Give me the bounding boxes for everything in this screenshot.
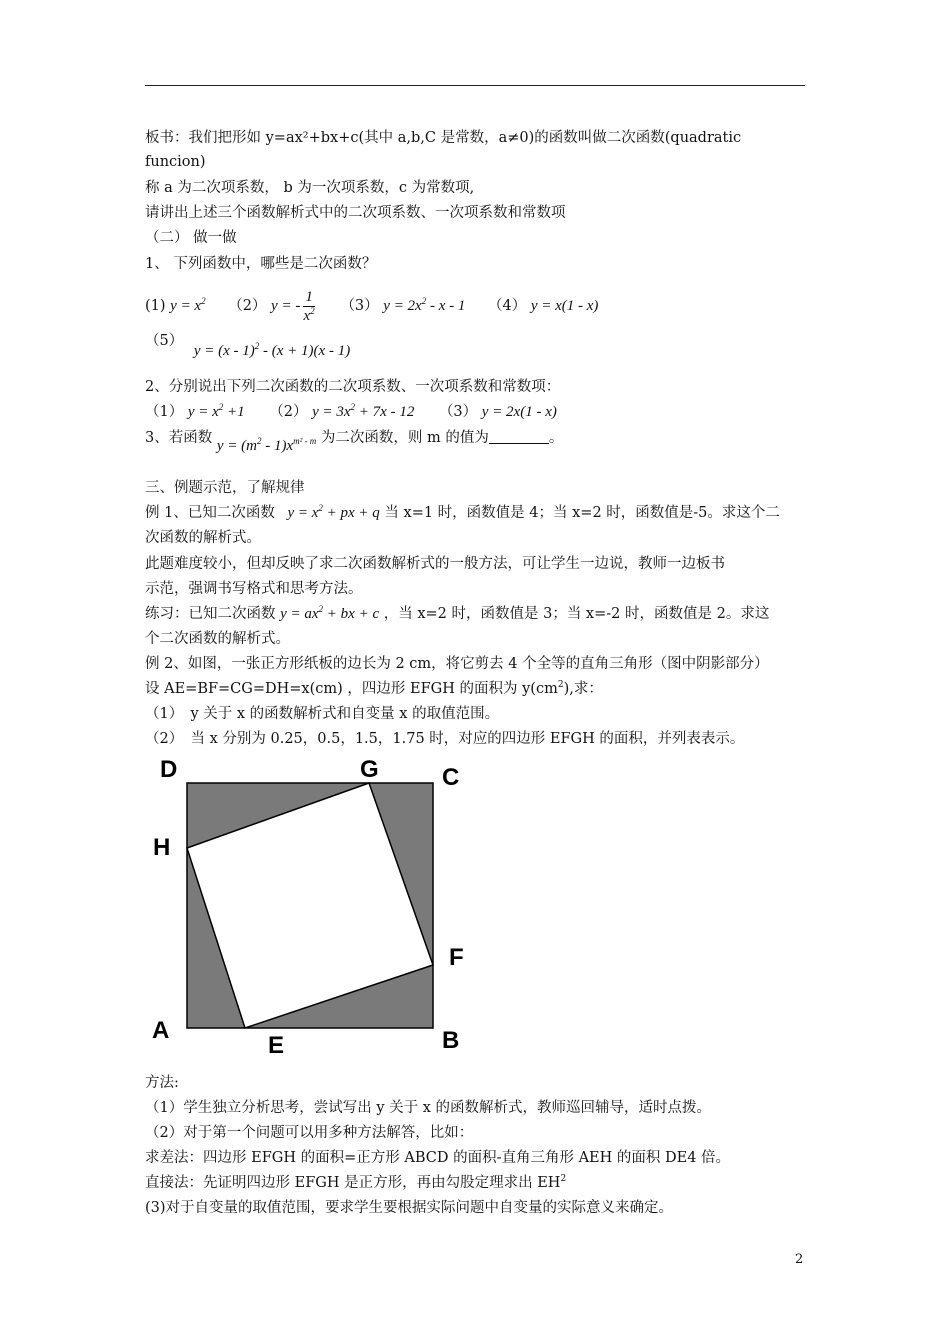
prac-f-exp: 2 <box>318 604 324 614</box>
f1-text: y = x <box>170 297 202 314</box>
q2a-pre: y = x <box>187 404 219 420</box>
f3-pre: y = 2x <box>383 297 422 314</box>
ex1-pre: 例 1、已知二次函数 <box>145 505 275 521</box>
note-line-1: 此题难度较小，但却反映了求二次函数解析式的一般方法，可让学生一边说，教师一边板书 <box>145 556 725 572</box>
f1-formula <box>170 295 206 314</box>
ex2-l2-pre: 设 AE=BF=CG=DH=x(cm) ，四边形 EFGH 的面积为 y(cm <box>145 681 558 697</box>
method-4 <box>145 1173 566 1193</box>
f5-post: - (x + 1)(x - 1) <box>259 343 351 359</box>
method-1: （1）学生独立分析思考，尝试写出 y 关于 x 的函数解析式，教师巡回辅导，适时点拨。 <box>145 1100 712 1116</box>
answer-blank[interactable] <box>489 429 549 444</box>
ex2-l2-sup: 2 <box>557 680 564 690</box>
label-d: D <box>160 756 178 783</box>
method-heading: 方法: <box>145 1075 179 1091</box>
prac-formula <box>280 606 379 622</box>
ex1-f-pre: y = x <box>287 505 319 521</box>
ex1-post: 当 x=1 时，函数值是 4；当 x=2 时，函数值是-5。求这个二 <box>384 505 780 521</box>
please-line: 请讲出上述三个函数解析式中的二次项系数、一次项系数和常数项 <box>145 205 566 221</box>
q2c-formula: y = 2x(1 - x) <box>481 404 557 420</box>
square-figure-svg <box>145 750 485 1065</box>
label-c: C <box>442 764 460 791</box>
square-figure <box>145 750 485 1065</box>
f3-formula <box>383 295 466 314</box>
f3-post: - x - 1 <box>426 297 466 314</box>
q2b-formula <box>312 404 414 420</box>
coef-line: 称 a 为二次项系数， b 为一次项系数，c 为常数项, <box>145 180 475 196</box>
q3-f-mid: - 1)x <box>261 438 294 454</box>
label-e: E <box>268 1032 285 1059</box>
f5-exp: 2 <box>254 341 260 351</box>
m4-pre: 直接法：先证明四边形 EFGH 是正方形，再由勾股定理求出 EH <box>145 1175 561 1191</box>
q2c-label: （3） <box>438 404 478 420</box>
page-number: 2 <box>795 1252 804 1267</box>
f2-formula <box>271 289 318 324</box>
m4-sup: 2 <box>560 1174 567 1184</box>
method-3: 求差法：四边形 EFGH 的面积=正方形 ABCD 的面积-直角三角形 AEH 的面积 DE4 倍。 <box>145 1150 731 1166</box>
f1-label: (1) <box>145 297 166 314</box>
label-h: H <box>153 834 171 861</box>
q2-functions-row <box>145 402 557 422</box>
f2-pre: y = - <box>271 297 301 314</box>
prac-pre: 练习：已知二次函数 <box>145 606 276 622</box>
example-1-line-1 <box>145 503 780 523</box>
q3-end: 。 <box>548 430 564 446</box>
note-line-2: 示范，强调书写格式和思考方法。 <box>145 581 363 597</box>
q2b-pre: y = 3x <box>312 404 351 420</box>
practice-line-1 <box>145 604 769 624</box>
section-3-heading: 三、例题示范，了解规律 <box>145 480 305 496</box>
q2a-post: +1 <box>223 404 245 420</box>
board-line-1: 板书：我们把形如 y=ax²+bx+c(其中 a,b,C 是常数，a≠0)的函数叫做二次函数(quadratic <box>145 130 742 146</box>
example-1-line-2: 次函数的解析式。 <box>145 530 261 546</box>
prac-f-post: + bx + c <box>323 606 380 622</box>
q2a-exp: 2 <box>218 402 224 412</box>
q1-function-5-row <box>145 331 351 359</box>
q2b-exp: 2 <box>350 402 356 412</box>
header-rule <box>145 85 805 86</box>
f2-fraction <box>303 288 315 325</box>
q3-f-exp: m² - m <box>293 436 317 446</box>
label-a: A <box>152 1017 170 1044</box>
q3-pre: 3、若函数 <box>145 430 213 446</box>
q3-post: 为二次函数，则 m 的值为 <box>320 430 489 446</box>
f2-denominator: x <box>303 308 311 324</box>
f4-formula: y = x(1 - x) <box>530 297 599 314</box>
question-3 <box>145 428 564 454</box>
q2a-formula <box>188 404 245 420</box>
label-g: G <box>360 756 379 783</box>
f5-formula <box>194 343 350 359</box>
example-2-line-1: 例 2、如图，一张正方形纸板的边长为 2 cm，将它剪去 4 个全等的直角三角形（图中阴影部分） <box>145 656 769 672</box>
prac-f-pre: y = ax <box>280 606 319 622</box>
ex1-formula <box>287 505 379 521</box>
method-5: (3)对于自变量的取值范围，要求学生要根据实际问题中自变量的实际意义来确定。 <box>145 1200 674 1216</box>
example-2-question-1: （1） y 关于 x 的函数解析式和自变量 x 的取值范围。 <box>145 706 500 722</box>
f3-label: （3） <box>340 297 379 314</box>
f2-exp: 2 <box>310 306 315 316</box>
f5-pre: y = (x - 1) <box>193 343 255 359</box>
question-1: 1、 下列函数中，哪些是二次函数？ <box>145 256 377 272</box>
q3-f-sq: 2 <box>256 436 262 446</box>
example-2-question-2: （2） 当 x 分别为 0.25，0.5，1.5，1.75 时，对应的四边形 EFGH 的面积，并列表表示。 <box>145 731 745 747</box>
practice-line-2: 个二次函数的解析式。 <box>145 631 290 647</box>
f1-exp: 2 <box>201 295 206 306</box>
f2-label: （2） <box>228 297 267 314</box>
f5-label: （5） <box>145 333 184 349</box>
q2b-label: （2） <box>269 404 308 420</box>
example-2-line-2 <box>145 679 603 699</box>
method-2: （2）对于第一个问题可以用多种方法解答，比如： <box>145 1125 474 1141</box>
board-line-2: funcion) <box>145 154 206 170</box>
ex1-f-post: + px + q <box>322 505 380 521</box>
f3-exp: 2 <box>421 295 427 306</box>
q3-f-pre: y = (m <box>216 438 257 454</box>
q1-functions-row <box>145 288 598 325</box>
q2b-post: + 7x - 12 <box>355 404 415 420</box>
f4-label: （4） <box>487 297 527 314</box>
ex2-l2-post: ),求： <box>563 681 603 697</box>
f2-numerator: 1 <box>305 289 313 305</box>
ex1-f-exp: 2 <box>318 503 323 513</box>
q2a-label: （1） <box>145 404 184 420</box>
label-f: F <box>449 944 464 971</box>
prac-post: ，当 x=2 时，函数值是 3；当 x=-2 时，函数值是 2。求这 <box>383 606 770 622</box>
section-do-heading: （二） 做一做 <box>145 230 237 246</box>
label-b: B <box>442 1027 460 1054</box>
q3-formula <box>217 438 316 454</box>
question-2: 2、分别说出下列二次函数的二次项系数、一次项系数和常数项： <box>145 379 561 395</box>
